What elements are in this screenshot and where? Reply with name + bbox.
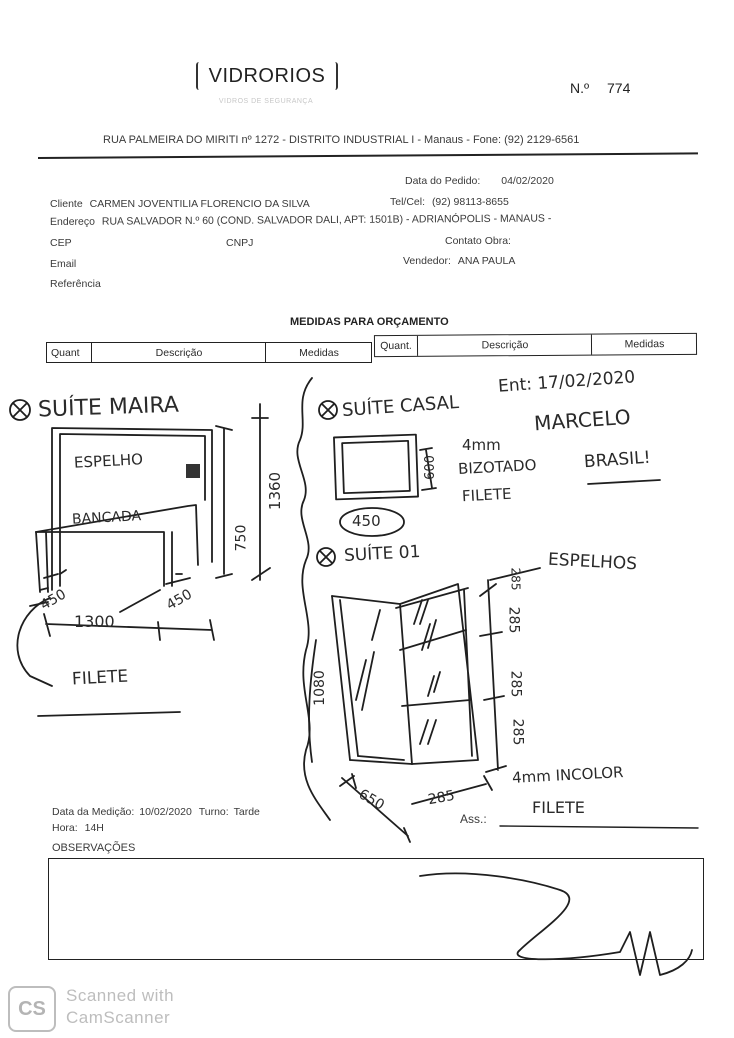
handwritten-suite-casal: SUÍTE CASAL <box>341 391 460 422</box>
handwritten-espelho: ESPELHO <box>73 450 144 472</box>
client-label: Cliente <box>50 198 83 210</box>
client-value: CARMEN JOVENTILIA FLORENCIO DA SILVA <box>89 198 310 210</box>
handwritten-filete-right: FILETE <box>532 798 585 817</box>
phone-label: Tel/Cel: <box>390 196 426 208</box>
handwritten-filete-left: FILETE <box>71 666 129 690</box>
measure-date-label: Data da Medição: <box>52 806 135 818</box>
phone-value: (92) 98113-8655 <box>431 196 509 208</box>
company-tagline: VIDROS DE SEGURANÇA <box>218 98 314 105</box>
col-quant-left: Quant <box>51 346 80 359</box>
cnpj-label: CNPJ <box>226 237 254 249</box>
address-value: RUA SALVADOR N.º 60 (COND. SALVADOR DALI, APT: 1501B) - ADRIANÓPOLIS - MANAUS - <box>101 212 552 228</box>
handwritten-dim-285c: 285 <box>507 670 524 698</box>
handwritten-bizotado: BIZOTADO <box>457 455 537 479</box>
camscanner-logo-icon <box>8 986 56 1032</box>
handwritten-dim-750: 750 <box>233 524 250 552</box>
observations-box <box>48 858 704 960</box>
handwritten-dim-450c: 450 <box>352 512 381 530</box>
col-descricao-left: Descrição <box>91 343 266 362</box>
handwritten-ent-date: Ent: 17/02/2020 <box>497 367 636 397</box>
handwritten-dim-650: 650 <box>355 786 387 814</box>
address-label: Endereço <box>49 215 95 228</box>
order-number-value: 774 <box>607 80 631 96</box>
hour-line <box>52 822 104 834</box>
circle-x-marker <box>319 401 337 419</box>
handwritten-dim-285e: 285 <box>426 787 456 809</box>
order-date-value: 04/02/2020 <box>501 175 554 187</box>
measure-date-value: 10/02/2020 <box>139 806 192 818</box>
handwritten-dim-285a: 285 <box>508 567 523 591</box>
seller-label: Vendedor: <box>403 255 451 267</box>
camscanner-badge: CS <box>18 998 46 1020</box>
email-label: Email <box>50 258 77 270</box>
handwritten-suite-maira: SUÍTE MAIRA <box>37 392 180 423</box>
handwritten-bancada: BANCADA <box>71 508 142 528</box>
order-number-label: N.º <box>570 80 590 96</box>
handwritten-espelhos: ESPELHOS <box>547 549 638 575</box>
circle-x-marker <box>317 548 335 566</box>
hour-value: 14H <box>84 822 104 834</box>
measure-date-line <box>52 806 260 818</box>
cep-label: CEP <box>50 237 72 249</box>
camscanner-line2: CamScanner <box>66 1008 171 1027</box>
handwritten-dim-285d: 285 <box>509 718 526 746</box>
hour-label: Hora: <box>52 822 78 834</box>
section-divider <box>297 378 330 820</box>
observations-label: OBSERVAÇÕES <box>52 842 136 854</box>
handwritten-dim-600: 600 <box>422 455 438 480</box>
circle-x-marker <box>10 400 30 420</box>
table-title: MEDIDAS PARA ORÇAMENTO <box>290 316 449 328</box>
handwritten-brasil: BRASIL! <box>583 447 652 473</box>
handwritten-suite-01: SUÍTE 01 <box>343 542 421 566</box>
handwritten-dim-1300: 1300 <box>74 612 115 631</box>
suite-maira-sketch <box>17 404 270 716</box>
signature-line <box>500 826 698 828</box>
handwritten-dim-1360: 1360 <box>266 471 285 511</box>
handwritten-dim-285b: 285 <box>505 606 522 634</box>
order-date-label: Data do Pedido: <box>405 175 481 187</box>
camscanner-line1: Scanned with <box>66 986 175 1005</box>
company-address: RUA PALMEIRA DO MIRITI nº 1272 - DISTRITO INDUSTRIAL I - Manaus - Fone: (92) 2129-6561 <box>103 134 580 146</box>
shift-label: Turno: <box>198 806 229 818</box>
shift-value: Tarde <box>233 806 260 818</box>
handwritten-marcelo: MARCELO <box>533 404 632 436</box>
col-descricao-right: Descrição <box>417 335 592 356</box>
contact-label: Contato Obra: <box>445 235 511 247</box>
handwritten-dim-450b: 450 <box>163 586 195 614</box>
company-logo-text: VIDRORIOS <box>208 65 326 87</box>
handwritten-incolor: 4mm INCOLOR <box>511 763 624 787</box>
seller-value: ANA PAULA <box>457 255 516 267</box>
signature-label: Ass.: <box>460 812 487 826</box>
col-quant-right: Quant. <box>380 339 412 353</box>
handwritten-dim-1080: 1080 <box>311 670 328 706</box>
reference-label: Referência <box>50 278 101 290</box>
handwritten-4mm: 4mm <box>462 436 501 454</box>
col-medidas-right: Medidas <box>591 334 697 355</box>
col-medidas-left: Medidas <box>265 343 372 362</box>
handwritten-filete-mid: FILETE <box>461 484 512 506</box>
handwritten-dim-450a: 450 <box>37 586 69 614</box>
